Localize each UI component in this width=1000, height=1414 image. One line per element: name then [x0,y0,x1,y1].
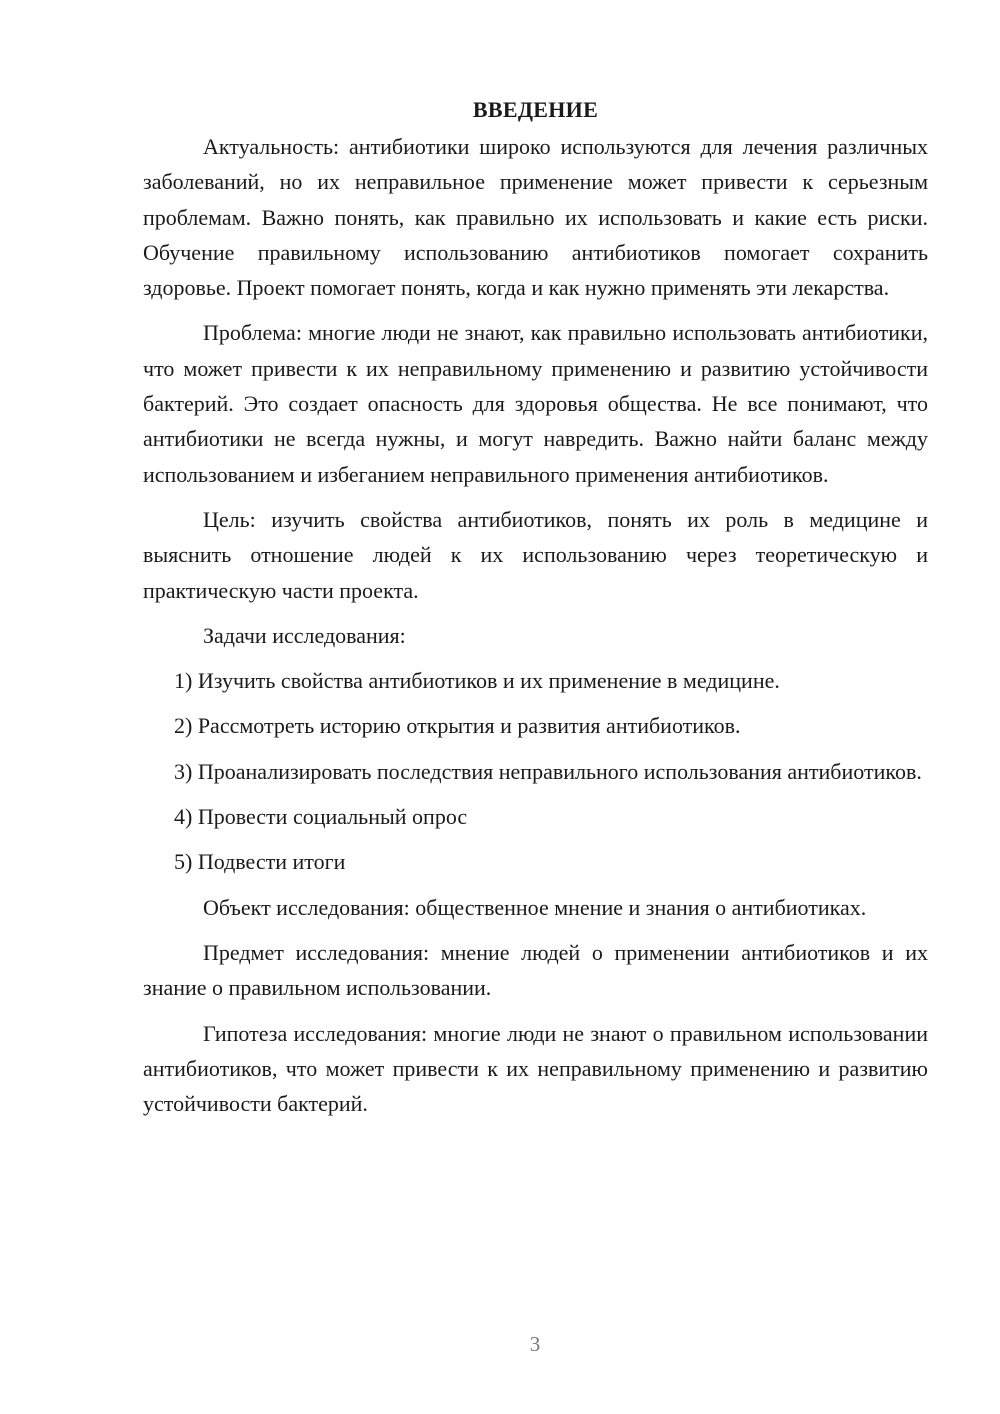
paragraph-object: Объект исследования: общественное мнение и знания о антибиотиках. [203,894,867,920]
page-number: 3 [529,1332,541,1356]
list-item: 3) Проанализировать последствия неправильного использования антибиотиков. [174,758,922,784]
paragraph-subject: Предмет исследования: мнение людей о применении антибиотиков и их знание о правильном использовании. [143,939,928,1001]
paragraph-problem: Проблема: многие люди не знают, как правильно использовать антибиотики, что может привести к их неправильному применению и развитию устойчивости бактерий. Это создает опасность для здоровья общества. Не все понимают, что антибиотики не всегда нужны, и могут навредить. Важно найти баланс между использованием и избеганием неправильного применения антибиотиков. [143,320,928,487]
list-item: 2) Рассмотреть историю открытия и развития антибиотиков. [174,713,741,739]
list-item: 1) Изучить свойства антибиотиков и их применение в медицине. [174,668,780,694]
section-title: ВВЕДЕНИЕ [472,97,599,122]
paragraph-hypothesis: Гипотеза исследования: многие люди не знают о правильном использовании антибиотиков, что может привести к их неправильному применению и развитию устойчивости бактерий. [143,1020,928,1117]
tasks-list [143,663,928,879]
list-item: 5) Подвести итоги [174,849,346,875]
paragraph-goal: Цель: изучить свойства антибиотиков, понять их роль в медицине и выяснить отношение людей к их использованию через теоретическую и практическую части проекта. [143,506,928,603]
document-page [143,95,928,1131]
paragraph-relevance: Актуальность: антибиотики широко используются для лечения различных заболеваний, но их неправильное применение может привести к серьезным проблемам. Важно понять, как правильно их использовать и какие есть риски. Обучение правильному использованию антибиотиков помогает сохранить здоровье. Проект помогает понять, когда и как нужно применять эти лекарства. [143,134,928,301]
tasks-heading: Задачи исследования: [203,622,406,648]
list-item: 4) Провести социальный опрос [174,804,468,830]
